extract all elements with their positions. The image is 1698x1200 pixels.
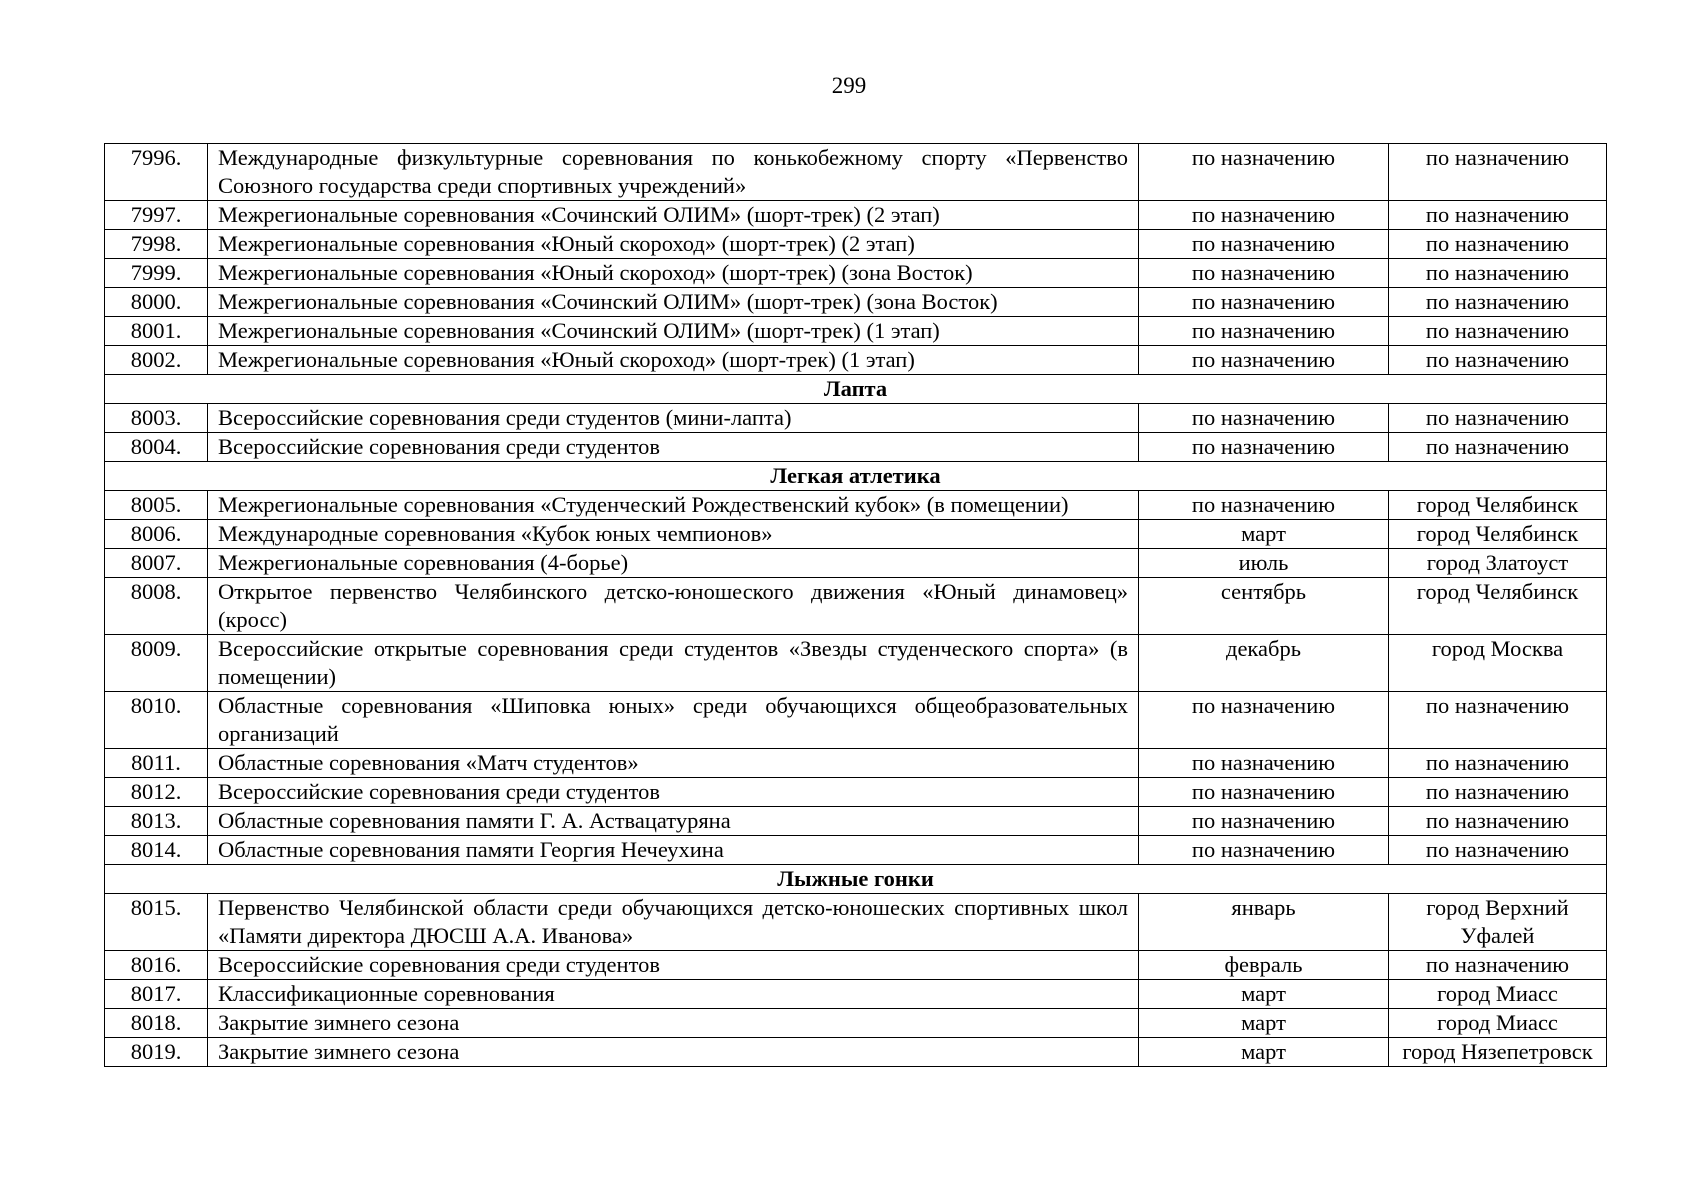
table-row [105,778,1607,807]
section-title: Лапта [105,375,1607,404]
event-date: по назначению [1139,346,1389,375]
event-name: Всероссийские соревнования среди студентов (мини-лапта) [208,404,1139,433]
row-number: 7998. [105,230,208,259]
row-number: 8002. [105,346,208,375]
row-number: 8001. [105,317,208,346]
event-name: Межрегиональные соревнования «Юный скороход» (шорт-трек) (зона Восток) [208,259,1139,288]
table-row [105,144,1607,201]
table-row [105,1038,1607,1067]
event-place: город Миасс [1389,1009,1607,1038]
event-place: по назначению [1389,201,1607,230]
event-date: по назначению [1139,288,1389,317]
event-name: Всероссийские открытые соревнования среди студентов «Звезды студенческого спорта» (в помещении) [208,635,1139,692]
event-name: Всероссийские соревнования среди студентов [208,778,1139,807]
event-name: Межрегиональные соревнования «Сочинский ОЛИМ» (шорт-трек) (2 этап) [208,201,1139,230]
table-row [105,346,1607,375]
event-name: Областные соревнования «Матч студентов» [208,749,1139,778]
event-date: июль [1139,549,1389,578]
event-date: по назначению [1139,692,1389,749]
row-number: 7997. [105,201,208,230]
event-place: по назначению [1389,317,1607,346]
event-date: по назначению [1139,144,1389,201]
event-place: по назначению [1389,836,1607,865]
event-date: по назначению [1139,404,1389,433]
event-place: по назначению [1389,404,1607,433]
row-number: 8000. [105,288,208,317]
event-date: февраль [1139,951,1389,980]
table-row [105,549,1607,578]
event-place: по назначению [1389,144,1607,201]
section-title: Лыжные гонки [105,865,1607,894]
row-number: 8008. [105,578,208,635]
section-header-row [105,462,1607,491]
table-row [105,491,1607,520]
row-number: 8015. [105,894,208,951]
event-name: Закрытие зимнего сезона [208,1009,1139,1038]
event-date: по назначению [1139,201,1389,230]
event-date: по назначению [1139,433,1389,462]
table-row [105,288,1607,317]
table-row [105,692,1607,749]
table-row [105,980,1607,1009]
section-header-row [105,865,1607,894]
event-place: город Верхний Уфалей [1389,894,1607,951]
table-row [105,201,1607,230]
event-name: Закрытие зимнего сезона [208,1038,1139,1067]
event-name: Межрегиональные соревнования «Юный скороход» (шорт-трек) (2 этап) [208,230,1139,259]
event-date: март [1139,520,1389,549]
table-row [105,749,1607,778]
table-row [105,951,1607,980]
event-place: по назначению [1389,692,1607,749]
table-row [105,836,1607,865]
row-number: 7996. [105,144,208,201]
events-table [104,143,1607,1067]
event-name: Открытое первенство Челябинского детско-юношеского движения «Юный динамовец» (кросс) [208,578,1139,635]
row-number: 8006. [105,520,208,549]
event-date: по назначению [1139,491,1389,520]
event-date: по назначению [1139,778,1389,807]
event-name: Международные соревнования «Кубок юных чемпионов» [208,520,1139,549]
row-number: 8018. [105,1009,208,1038]
table-row [105,894,1607,951]
event-place: по назначению [1389,749,1607,778]
table-row [105,404,1607,433]
event-name: Международные физкультурные соревнования по конькобежному спорту «Первенство Союзного государства среди спортивных учреждений» [208,144,1139,201]
event-name: Межрегиональные соревнования (4-борье) [208,549,1139,578]
event-place: город Москва [1389,635,1607,692]
event-place: город Челябинск [1389,578,1607,635]
section-header-row [105,375,1607,404]
row-number: 8012. [105,778,208,807]
event-name: Всероссийские соревнования среди студентов [208,951,1139,980]
page-number: 299 [831,73,867,98]
row-number: 8016. [105,951,208,980]
table-row [105,1009,1607,1038]
row-number: 8019. [105,1038,208,1067]
row-number: 8017. [105,980,208,1009]
table-row [105,807,1607,836]
event-date: декабрь [1139,635,1389,692]
event-date: сентябрь [1139,578,1389,635]
table-row [105,317,1607,346]
event-name: Межрегиональные соревнования «Сочинский ОЛИМ» (шорт-трек) (1 этап) [208,317,1139,346]
table-row [105,520,1607,549]
event-name: Всероссийские соревнования среди студентов [208,433,1139,462]
event-name: Межрегиональные соревнования «Студенческий Рождественский кубок» (в помещении) [208,491,1139,520]
row-number: 8013. [105,807,208,836]
event-place: по назначению [1389,259,1607,288]
event-name: Первенство Челябинской области среди обучающихся детско-юношеских спортивных школ «Памяти директора ДЮСШ А.А. Иванова» [208,894,1139,951]
event-place: город Златоуст [1389,549,1607,578]
row-number: 8014. [105,836,208,865]
table-row [105,433,1607,462]
event-place: по назначению [1389,346,1607,375]
event-date: март [1139,980,1389,1009]
event-place: по назначению [1389,288,1607,317]
row-number: 7999. [105,259,208,288]
event-place: по назначению [1389,230,1607,259]
event-place: по назначению [1389,951,1607,980]
row-number: 8009. [105,635,208,692]
event-name: Межрегиональные соревнования «Сочинский ОЛИМ» (шорт-трек) (зона Восток) [208,288,1139,317]
event-date: по назначению [1139,259,1389,288]
event-date: март [1139,1038,1389,1067]
events-table-body [105,144,1607,1067]
row-number: 8007. [105,549,208,578]
table-row [105,230,1607,259]
row-number: 8003. [105,404,208,433]
event-date: январь [1139,894,1389,951]
event-name: Областные соревнования памяти Георгия Нечеухина [208,836,1139,865]
event-name: Областные соревнования памяти Г. А. Аствацатуряна [208,807,1139,836]
event-place: по назначению [1389,778,1607,807]
row-number: 8004. [105,433,208,462]
row-number: 8010. [105,692,208,749]
event-date: по назначению [1139,749,1389,778]
table-row [105,578,1607,635]
event-place: город Миасс [1389,980,1607,1009]
table-row [105,635,1607,692]
event-place: по назначению [1389,807,1607,836]
event-date: по назначению [1139,807,1389,836]
section-title: Легкая атлетика [105,462,1607,491]
row-number: 8005. [105,491,208,520]
event-place: по назначению [1389,433,1607,462]
event-date: по назначению [1139,230,1389,259]
event-place: город Челябинск [1389,491,1607,520]
event-name: Областные соревнования «Шиповка юных» среди обучающихся общеобразовательных организаций [208,692,1139,749]
event-date: по назначению [1139,317,1389,346]
table-row [105,259,1607,288]
event-date: март [1139,1009,1389,1038]
event-date: по назначению [1139,836,1389,865]
event-name: Межрегиональные соревнования «Юный скороход» (шорт-трек) (1 этап) [208,346,1139,375]
row-number: 8011. [105,749,208,778]
event-name: Классификационные соревнования [208,980,1139,1009]
event-place: город Нязепетровск [1389,1038,1607,1067]
event-place: город Челябинск [1389,520,1607,549]
